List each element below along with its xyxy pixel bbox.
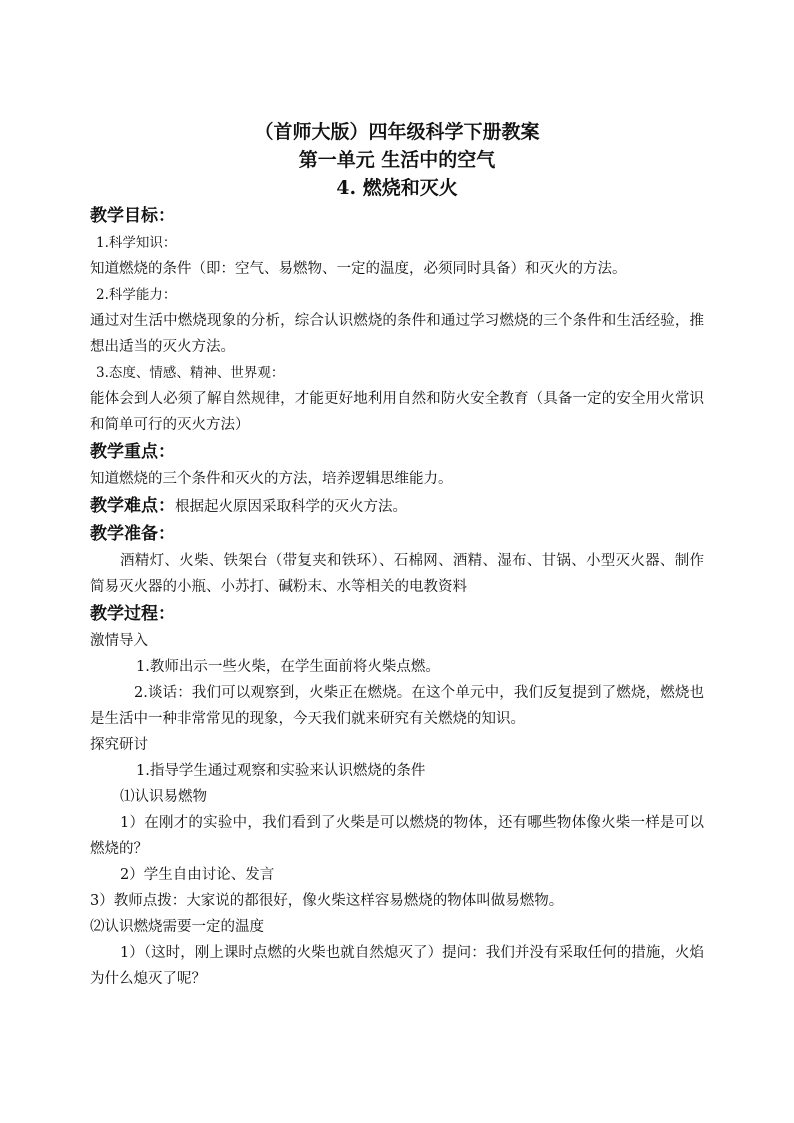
sub-1-question-1: 1）在刚才的实验中，我们看到了火柴是可以燃烧的物体，还有哪些物体像火柴一样是可以燃烧的？ [90,815,704,857]
objectives-heading: 教学目标： [90,206,175,226]
difficulty-line [90,492,704,520]
ability-label: 2.科学能力： [96,287,177,303]
key-points-text: 知道燃烧的三个条件和灭火的方法，培养逻辑思维能力。 [90,471,453,487]
unit-title: 第一单元 生活中的空气 [298,149,496,171]
explore-label: 探究研讨 [90,737,148,753]
process-heading: 教学过程： [90,604,175,624]
difficulty-heading: 教学难点： [90,496,175,516]
ability-text: 通过对生活中燃烧现象的分析，综合认识燃烧的条件和通过学习燃烧的三个条件和生活经验，推想出适当的灭火方法。 [90,313,704,355]
attitude-text: 能体会到人必须了解自然规律，才能更好地利用自然和防火安全教育（具备一定的安全用火常识和简单可行的灭火方法） [90,391,704,433]
sub-section-1: ⑴认识易燃物 [120,789,207,805]
sub-section-2: ⑵认识燃烧需要一定的温度 [90,919,264,935]
document-title: （首师大版）四年级科学下册教案 [254,121,540,143]
sub-1-question-3: 3）教师点拨：大家说的都很好，像火柴这样容易燃烧的物体叫做易燃物。 [90,893,564,909]
lesson-title: 4. 燃烧和灭火 [336,177,458,199]
intro-label: 激情导入 [90,633,148,649]
explore-step-1: 1.指导学生通过观察和实验来认识燃烧的条件 [136,763,426,779]
knowledge-text: 知道燃烧的条件（即：空气、易燃物、一定的温度，必须同时具备）和灭火的方法。 [90,261,627,277]
knowledge-label: 1.科学知识： [96,235,177,251]
intro-step-2: 2.谈话：我们可以观察到，火柴正在燃烧。在这个单元中，我们反复提到了燃烧，燃烧也是生活中一种非常常见的现象，今天我们就来研究有关燃烧的知识。 [90,685,704,727]
intro-step-1: 1.教师出示一些火柴，在学生面前将火柴点燃。 [136,659,440,675]
difficulty-text: 根据起火原因采取科学的灭火方法。 [175,499,407,515]
preparation-heading: 教学准备： [90,524,175,544]
preparation-text: 酒精灯、火柴、铁架台（带复夹和铁环）、石棉网、酒精、湿布、甘锅、小型灭火器、制作简易灭火器的小瓶、小苏打、碱粉末、水等相关的电教资料 [90,553,704,595]
key-points-heading: 教学重点： [90,442,175,462]
document-page [90,118,704,992]
sub-1-question-2: 2）学生自由讨论、发言 [120,867,275,883]
attitude-label: 3.态度、情感、精神、世界观： [96,365,285,381]
sub-2-question-1: 1）（这时，刚上课时点燃的火柴也就自然熄灭了）提问：我们并没有采取任何的措施，火焰为什么熄灭了呢？ [90,945,704,987]
